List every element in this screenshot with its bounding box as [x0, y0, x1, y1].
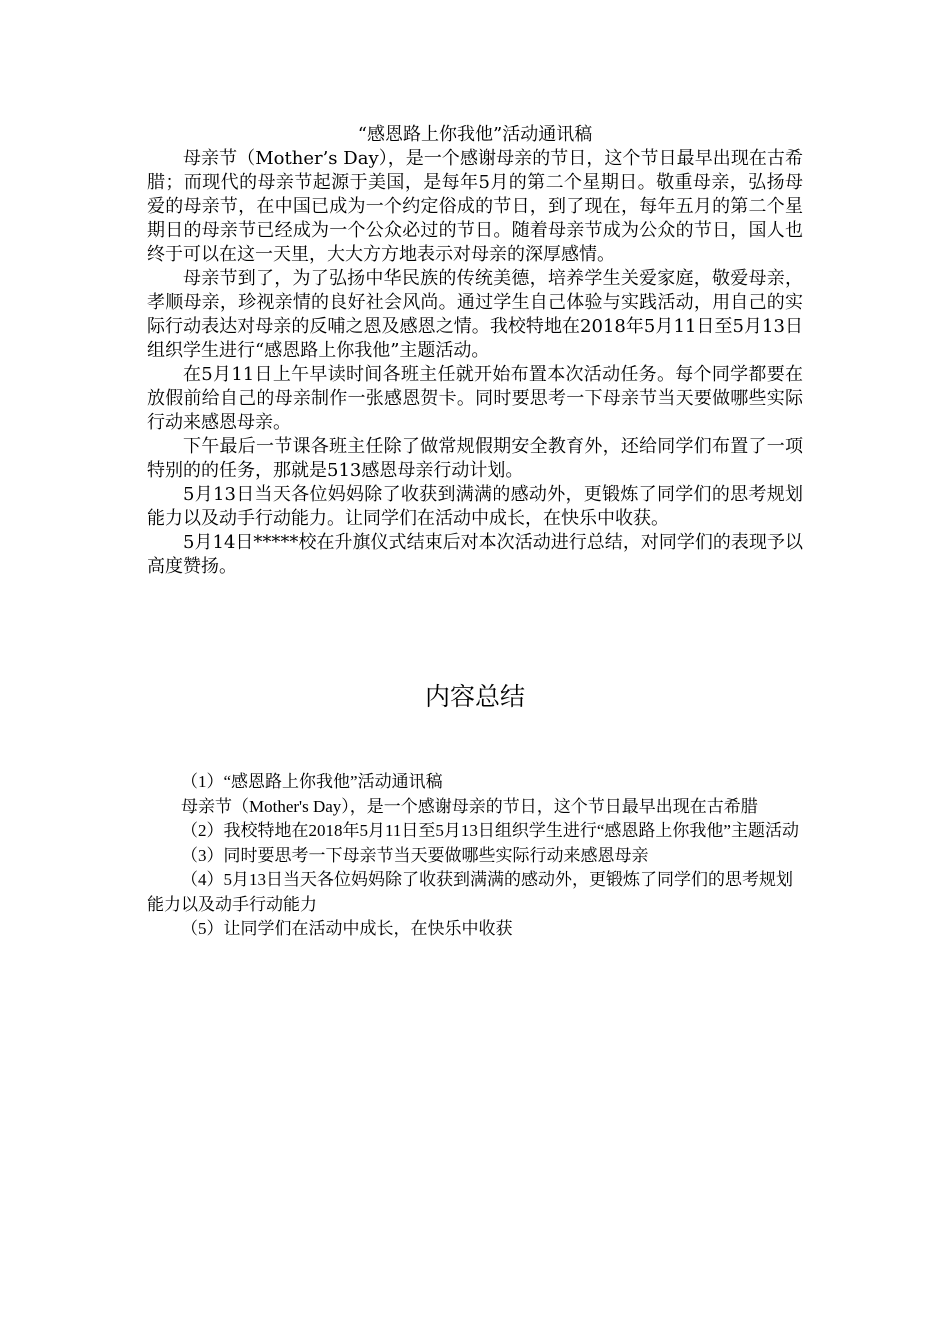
article-paragraph: 母亲节到了，为了弘扬中华民族的传统美德，培养学生关爱家庭，敬爱母亲，孝顺母亲，珍视亲情的良好社会风尚。通过学生自己体验与实践活动，用自己的实际行动表达对母亲的反哺之恩及感恩之情。我校特地在2018年5月11日至5月13日组织学生进行“感恩路上你我他”主题活动。 — [147, 268, 803, 361]
summary-item: （3）同时要思考一下母亲节当天要做哪些实际行动来感恩母亲 — [181, 845, 649, 865]
article-title: “感恩路上你我他”活动通讯稿 — [357, 124, 593, 145]
summary-item: （5）让同学们在活动中成长，在快乐中收获 — [181, 919, 513, 938]
article-paragraph: 5月13日当天各位妈妈除了收获到满满的感动外，更锻炼了同学们的思考规划能力以及动手行动能力。让同学们在活动中成长，在快乐中收获。 — [147, 484, 803, 529]
article — [147, 123, 803, 579]
article-paragraph: 母亲节（Mother’s Day），是一个感谢母亲的节日，这个节日最早出现在古希腊；而现代的母亲节起源于美国，是每年5月的第二个星期日。敬重母亲，弘扬母爱的母亲节，在中国已成为一个约定俗成的节日，到了现在，每年五月的第二个星期日的母亲节已经成为一个公众必过的节日。随着母亲节成为公众的节日，国人也终于可以在这一天里，大大方方地表示对母亲的深厚感情。 — [147, 148, 803, 265]
summary-item: 母亲节（Mother's Day），是一个感谢母亲的节日，这个节日最早出现在古希腊 — [181, 796, 758, 816]
article-paragraph: 5月14日*****校在升旗仪式结束后对本次活动进行总结，对同学们的表现予以高度赞扬。 — [147, 532, 803, 577]
article-paragraph: 下午最后一节课各班主任除了做常规假期安全教育外，还给同学们布置了一项特别的的任务，那就是513感恩母亲行动计划。 — [147, 436, 803, 481]
summary-item: （2）我校特地在2018年5月11日至5月13日组织学生进行“感恩路上你我他”主题活动 — [181, 821, 799, 840]
summary-list — [147, 770, 803, 942]
summary-item: （1）“感恩路上你我他”活动通讯稿 — [181, 772, 443, 791]
summary-heading: 内容总结 — [424, 682, 525, 711]
article-paragraph: 在5月11日上午早读时间各班主任就开始布置本次活动任务。每个同学都要在放假前给自己的母亲制作一张感恩贺卡。同时要思考一下母亲节当天要做哪些实际行动来感恩母亲。 — [147, 364, 803, 433]
summary-item: （4）5月13日当天各位妈妈除了收获到满满的感动外，更锻炼了同学们的思考规划能力以及动手行动能力 — [147, 870, 793, 914]
